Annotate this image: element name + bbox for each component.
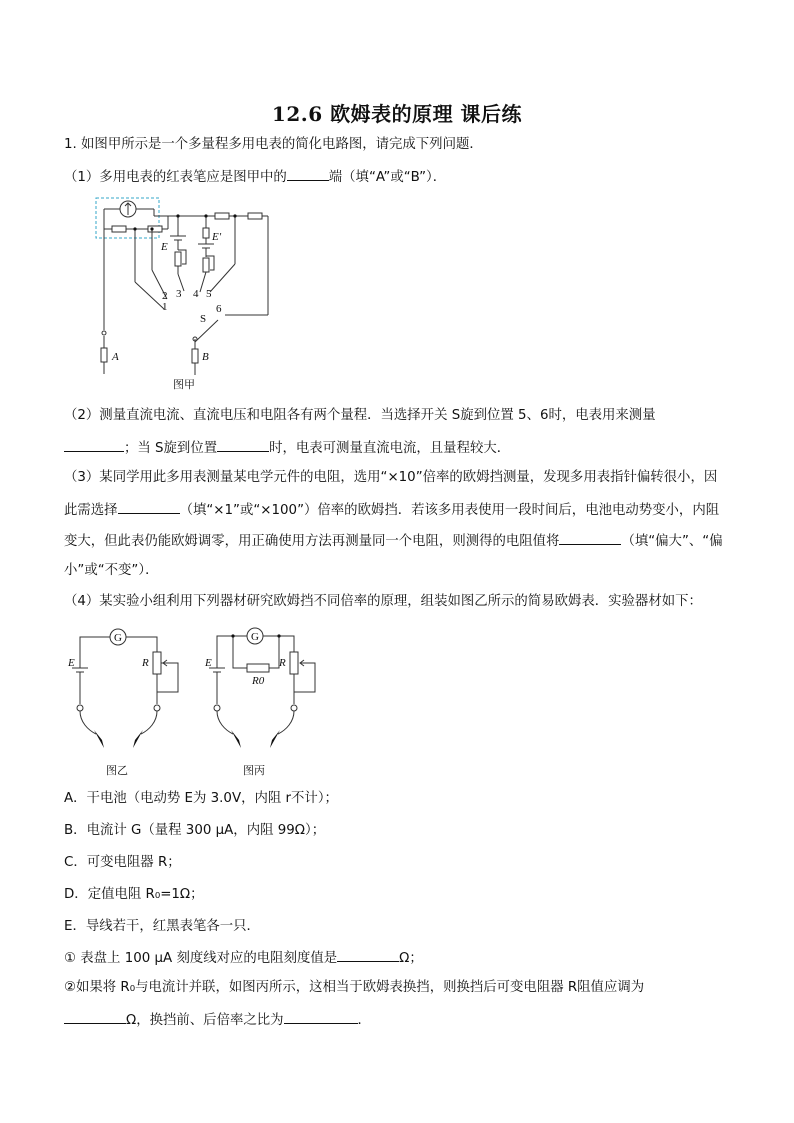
answer-blank-3[interactable] xyxy=(217,438,269,452)
question-1-part-2-line-1: （2）测量直流电流、直流电压和电阻各有两个量程．当选择开关 S旋到位置 5、6时，电表用来测量 xyxy=(64,408,656,423)
part-3-text-a: 此需选择 xyxy=(64,503,118,518)
figure-yi-caption: 图乙 xyxy=(106,765,128,777)
part-1-text-a: （1）多用电表的红表笔应是图甲中的 xyxy=(64,170,287,185)
sub-question-2-line-1: ②如果将 R₀与电流计并联，如图丙所示，这相当于欧姆表换挡，则换挡后可变电阻器 R阻值应调为 xyxy=(64,980,645,995)
page-title: 12.6 欧姆表的原理 课后练 xyxy=(271,102,523,126)
answer-blank-2[interactable] xyxy=(64,438,124,452)
question-1-part-1 xyxy=(64,167,446,187)
label-3: 3 xyxy=(176,288,182,300)
bing-E-label: E xyxy=(205,657,212,669)
label-2: 2 xyxy=(162,290,168,302)
question-1-part-2-line-2 xyxy=(64,438,510,458)
label-1: 1 xyxy=(162,301,168,313)
part-1-text-b: 端（填“A”或“B”）． xyxy=(328,170,447,185)
label-A: A xyxy=(112,351,119,363)
sub-1-text-b: Ω； xyxy=(399,951,423,966)
bing-G-label: G xyxy=(251,631,259,643)
part-2-text-b: 时，电表可测量直流电流，且量程较大． xyxy=(269,441,511,456)
sub-2-text-b: ． xyxy=(357,1013,371,1028)
bing-R-label: R xyxy=(279,657,286,669)
option-D: D．定值电阻 R₀=1Ω； xyxy=(64,887,204,902)
figure-jia-circuit xyxy=(90,192,290,398)
option-E: E．导线若干，红黑表笔各一只． xyxy=(64,919,260,934)
yi-G-label: G xyxy=(114,632,122,644)
figure-jia-caption: 图甲 xyxy=(173,379,195,391)
label-5: 5 xyxy=(206,288,212,300)
answer-blank-1[interactable] xyxy=(287,167,329,181)
question-1-part-4-line-1: （4）某实验小组利用下列器材研究欧姆挡不同倍率的原理，组装如图乙所示的简易欧姆表．实验器材如下： xyxy=(64,594,702,609)
part-3-text-d: （填“偏大”、“偏 xyxy=(621,534,723,549)
label-E: E xyxy=(161,241,168,253)
answer-blank-4[interactable] xyxy=(118,500,180,514)
part-3-text-c: 变大，但此表仍能欧姆调零，用正确使用方法再测量同一个电阻，则测得的电阻值将 xyxy=(64,534,560,549)
question-1-part-3-line-2 xyxy=(64,500,719,520)
label-4: 4 xyxy=(193,288,199,300)
sub-question-1 xyxy=(64,948,423,968)
label-E-prime: E′ xyxy=(212,231,222,243)
option-B: B．电流计 G（量程 300 μA，内阻 99Ω）； xyxy=(64,823,326,838)
sub-question-2-line-2 xyxy=(64,1010,371,1030)
answer-blank-7[interactable] xyxy=(64,1010,126,1024)
label-B: B xyxy=(202,351,209,363)
part-2-text-a: ；当 S旋到位置 xyxy=(124,441,218,456)
question-1-part-3-line-1: （3）某同学用此多用表测量某电学元件的电阻，选用“×10”倍率的欧姆挡测量，发现多用表指针偏转很小，因 xyxy=(64,470,718,485)
figure-bing-caption: 图丙 xyxy=(243,765,265,777)
part-3-text-b: （填“×1”或“×100”）倍率的欧姆挡．若该多用表使用一段时间后，电池电动势变小，内阻 xyxy=(179,503,720,518)
answer-blank-5[interactable] xyxy=(559,531,621,545)
label-S: S xyxy=(200,313,207,325)
option-C: C．可变电阻器 R； xyxy=(64,855,181,870)
question-1-part-3-line-4: 小”或“不变”）． xyxy=(64,563,159,578)
answer-blank-6[interactable] xyxy=(337,948,399,962)
label-6: 6 xyxy=(216,303,222,315)
question-1-stem: 1. 如图甲所示是一个多量程多用电表的简化电路图，请完成下列问题． xyxy=(64,137,483,152)
question-1-part-3-line-3 xyxy=(64,531,723,551)
figure-yi-circuit xyxy=(66,622,196,782)
sub-2-text-a: Ω，换挡前、后倍率之比为 xyxy=(126,1013,284,1028)
yi-E-label: E xyxy=(68,657,75,669)
answer-blank-8[interactable] xyxy=(284,1010,358,1024)
yi-R-label: R xyxy=(142,657,149,669)
figure-bing-circuit xyxy=(203,622,333,782)
sub-1-text-a: ① 表盘上 100 μA 刻度线对应的电阻刻度值是 xyxy=(64,951,338,966)
bing-R0-label: R0 xyxy=(252,675,265,687)
option-A: A．干电池（电动势 E为 3.0V，内阻 r不计）； xyxy=(64,791,338,806)
